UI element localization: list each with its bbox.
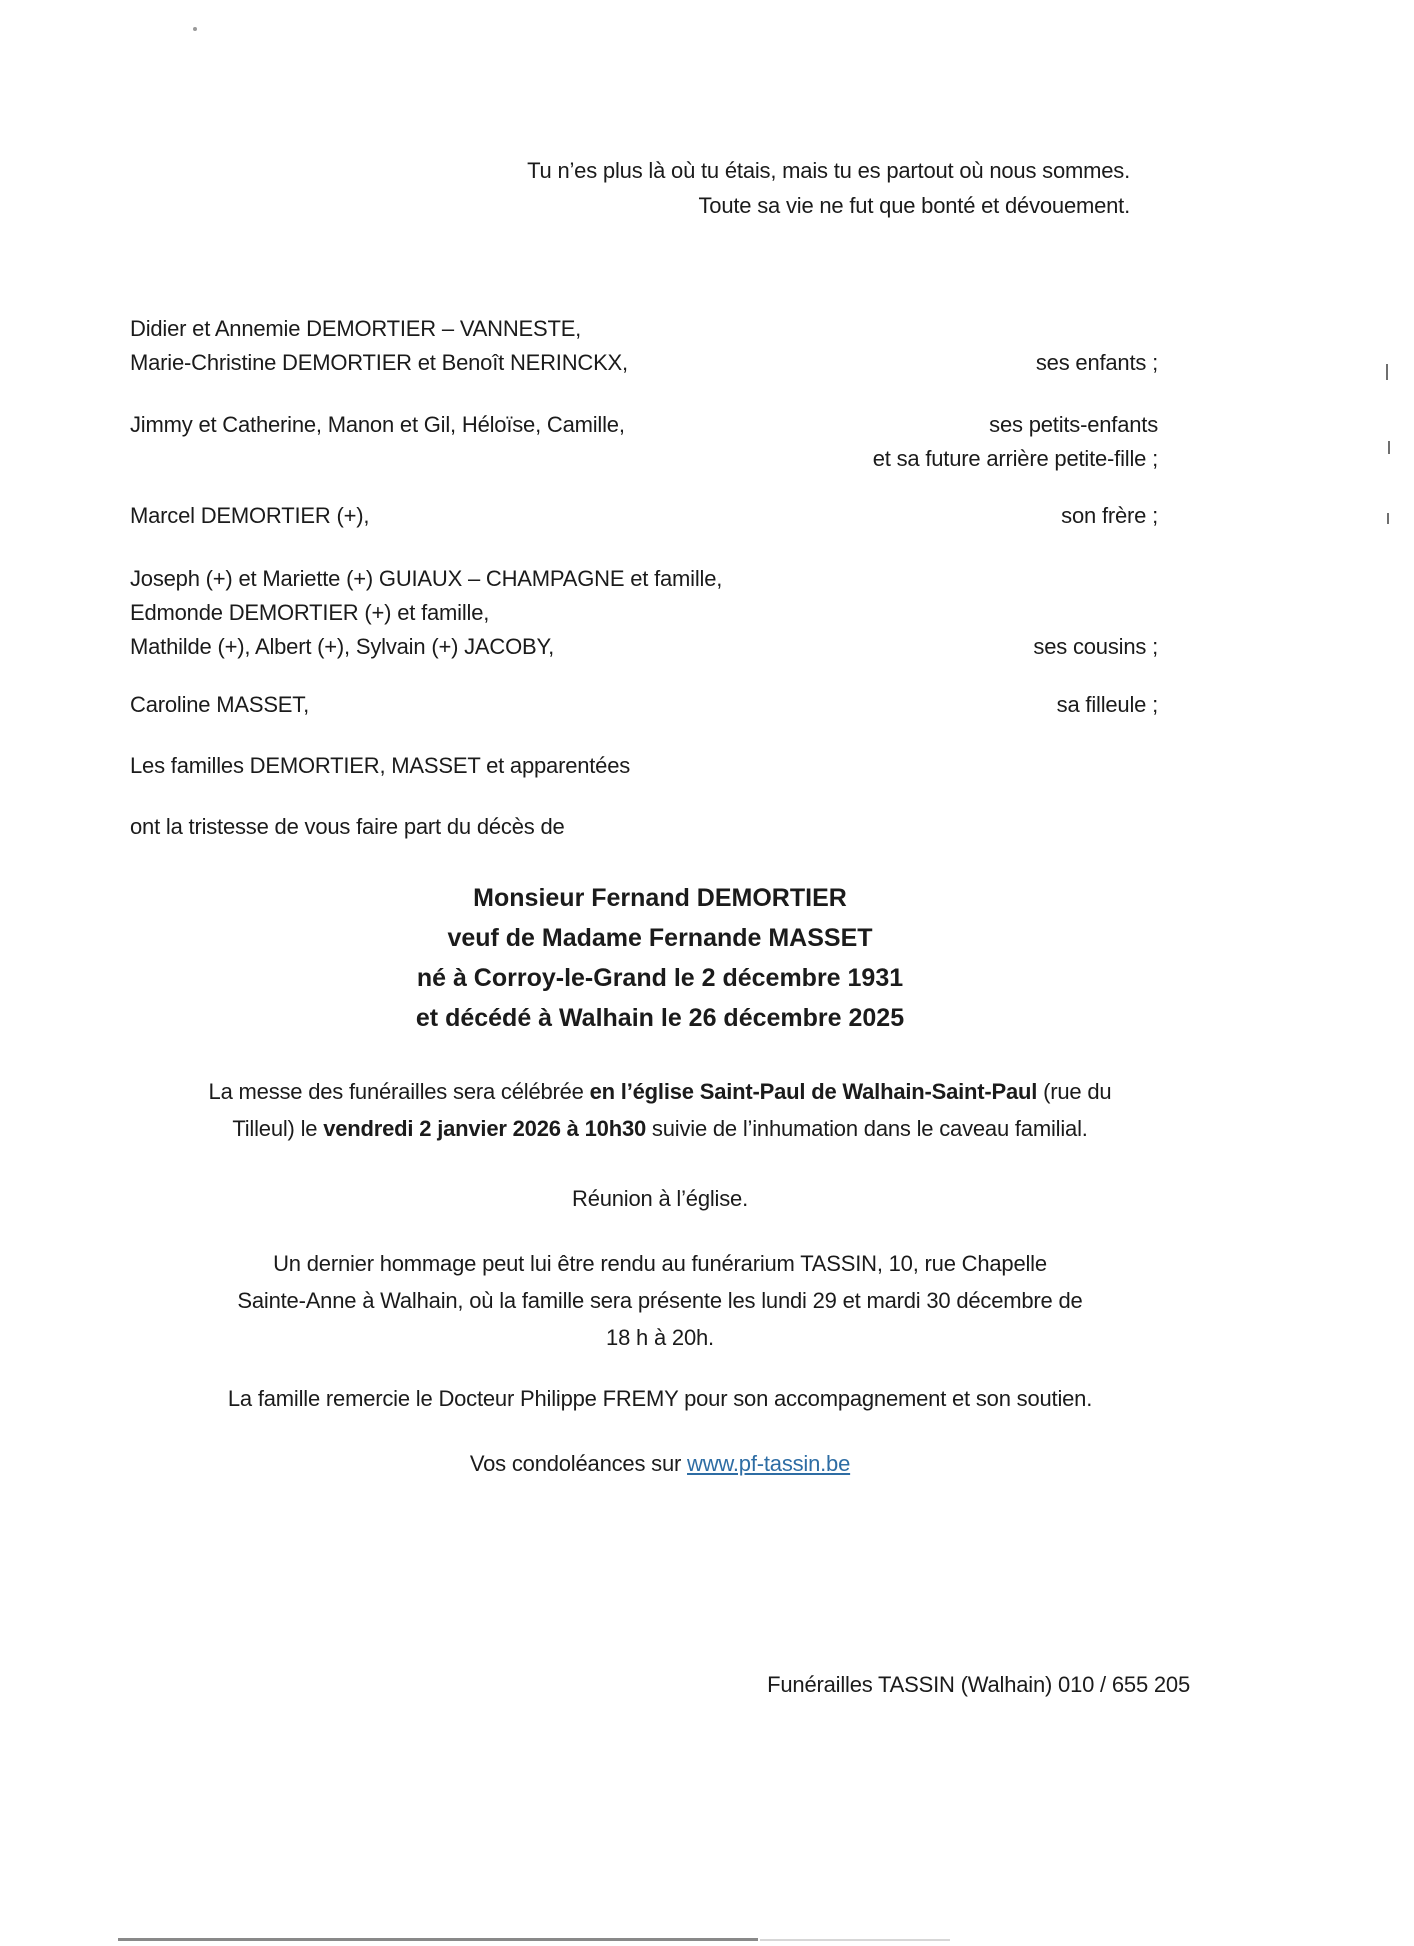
notice-church-bold: en l’église Saint-Paul de Walhain-Saint-Paul	[589, 1079, 1038, 1104]
homage-block	[130, 1245, 1190, 1356]
funeral-notice-line-2	[130, 1110, 1190, 1147]
announcement-intro: ont la tristesse de vous faire part du décès de	[130, 814, 565, 839]
mourner-line: Marie-Christine DEMORTIER et Benoît NERINCKX,	[130, 350, 628, 375]
scan-edge-mark	[1386, 364, 1388, 380]
funeral-notice-line-1	[130, 1073, 1190, 1110]
relation-label-goddaughter: sa filleule ;	[1056, 692, 1158, 717]
reunion-line: Réunion à l’église.	[572, 1186, 748, 1211]
scan-speckle	[193, 27, 197, 31]
relation-label-cousins: ses cousins ;	[1033, 634, 1158, 659]
mourner-line: Mathilde (+), Albert (+), Sylvain (+) JACOBY,	[130, 634, 555, 659]
epigraph-line-2: Toute sa vie ne fut que bonté et dévouement.	[698, 193, 1130, 218]
condolences-link[interactable]: www.pf-tassin.be	[687, 1451, 851, 1476]
thanks-line: La famille remercie le Docteur Philippe FREMY pour son accompagnement et son soutien.	[227, 1386, 1093, 1411]
homage-line: 18 h à 20h.	[606, 1325, 714, 1350]
deceased-name: Monsieur Fernand DEMORTIER	[473, 884, 847, 912]
relation-label-children: ses enfants ;	[1035, 350, 1158, 375]
homage-line: Sainte-Anne à Walhain, où la famille sera présente les lundi 29 et mardi 30 décembre de	[237, 1288, 1083, 1313]
scan-bottom-edge-artifact	[760, 1939, 950, 1941]
condolences-line	[130, 1445, 1190, 1482]
condolences-text: Vos condoléances sur	[469, 1451, 688, 1476]
deceased-block	[130, 878, 1190, 1038]
mourners-goddaughter	[130, 688, 309, 722]
notice-text: (rue du	[1037, 1079, 1112, 1104]
scan-edge-mark	[1388, 441, 1390, 454]
notice-text: suivie de l’inhumation dans le caveau familial.	[646, 1116, 1088, 1141]
notice-text: La messe des funérailles sera célébrée	[208, 1079, 590, 1104]
deceased-birth-line: né à Corroy-le-Grand le 2 décembre 1931	[416, 964, 904, 992]
mourner-line: Didier et Annemie DEMORTIER – VANNESTE,	[130, 316, 582, 341]
scan-bottom-edge-artifact	[118, 1938, 758, 1941]
mourner-line: Joseph (+) et Mariette (+) GUIAUX – CHAMPAGNE et famille,	[130, 566, 723, 591]
homage-line: Un dernier hommage peut lui être rendu au funérarium TASSIN, 10, rue Chapelle	[273, 1251, 1047, 1276]
notice-date-bold: vendredi 2 janvier 2026 à 10h30	[323, 1116, 647, 1141]
mourner-line: Edmonde DEMORTIER (+) et famille,	[130, 600, 490, 625]
epigraph-line-1: Tu n’es plus là où tu étais, mais tu es partout où nous sommes.	[527, 158, 1130, 183]
funeral-notice	[130, 1073, 1190, 1147]
relation-label-brother: son frère ;	[1061, 503, 1158, 528]
relation-label-grandchildren	[700, 408, 1158, 476]
funeral-home-footer: Funérailles TASSIN (Walhain) 010 / 655 205	[767, 1672, 1190, 1697]
mourner-line: Marcel DEMORTIER (+),	[130, 503, 370, 528]
mourner-line: Jimmy et Catherine, Manon et Gil, Héloïse, Camille,	[130, 412, 625, 437]
mourners-children	[130, 312, 628, 380]
families-line: Les familles DEMORTIER, MASSET et apparentées	[130, 753, 631, 778]
relation-label-line: ses petits-enfants	[989, 412, 1158, 437]
mourners-brother	[130, 499, 369, 533]
notice-text: Tilleul) le	[232, 1116, 324, 1141]
deceased-widower-line: veuf de Madame Fernande MASSET	[447, 924, 873, 952]
scan-edge-mark	[1387, 513, 1389, 524]
epigraph	[130, 153, 1130, 223]
deceased-death-line: et décédé à Walhain le 26 décembre 2025	[415, 1004, 905, 1032]
relation-label-line: et sa future arrière petite-fille ;	[872, 446, 1158, 471]
mourners-cousins	[130, 562, 722, 664]
mourners-grandchildren	[130, 408, 625, 442]
mourner-line: Caroline MASSET,	[130, 692, 309, 717]
